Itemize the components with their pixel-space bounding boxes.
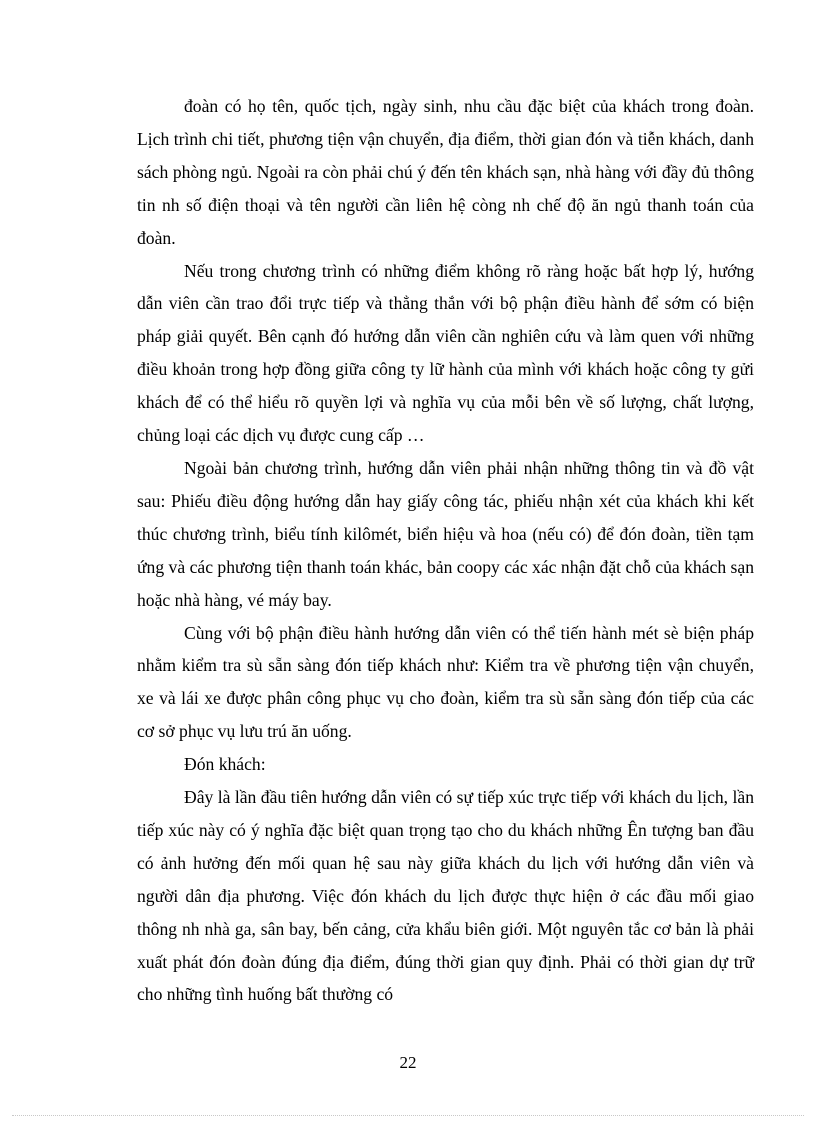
page-bottom-divider [12, 1115, 804, 1116]
paragraph-readiness-check: Cùng với bộ phận điều hành hướng dẫn viên có thể tiến hành mét sè biện pháp nhằm kiểm tra sù sẵn sàng đón tiếp khách như: Kiểm tra về phương tiện vận chuyển, xe và lái xe được phân công phục vụ cho đoàn, kiểm tra sù sẵn sàng đón tiếp của các cơ sở phục vụ lưu trú ăn uống. [137, 622, 754, 742]
paragraph-unclear-points: Nếu trong chương trình có những điểm không rõ ràng hoặc bất hợp lý, hướng dẫn viên cần trao đổi trực tiếp và thẳng thắn với bộ phận điều hành để sớm có biện pháp giải quyết. Bên cạnh đó hướng dẫn viên cần nghiên cứu và làm quen với những điều khoản trong hợp đồng giữa công ty lữ hành của mình với khách hoặc công ty gửi khách để có thể hiểu rõ quyền lợi và nghĩa vụ của mỗi bên về số lượng, chất lượng, chủng loại các dịch vụ được cung cấp … [137, 260, 754, 446]
page-number: 22 [399, 1053, 417, 1072]
body-text [137, 90, 754, 1011]
paragraph-first-contact: Đây là lần đầu tiên hướng dẫn viên có sự tiếp xúc trực tiếp với khách du lịch, lần tiếp xúc này có ý nghĩa đặc biệt quan trọng tạo cho du khách những Ên tượng ban đầu có ảnh hưởng đến mối quan hệ sau này giữa khách du lịch với hướng dẫn viên và người dân địa phương. Việc đón khách du lịch được thực hiện ở các đầu mối giao thông nh nhà ga, sân bay, bến cảng, cửa khẩu biên giới. Một nguyên tắc cơ bản là phải xuất phát đón đoàn đúng địa điểm, đúng thời gian quy định. Phải có thời gian dự trữ cho những tình huống bất thường có [137, 787, 754, 1005]
paragraph-guest-list-details: đoàn có họ tên, quốc tịch, ngày sinh, nhu cầu đặc biệt của khách trong đoàn. Lịch trình chi tiết, phương tiện vận chuyển, địa điểm, thời gian đón và tiễn khách, danh sách phòng ngủ. Ngoài ra còn phải chú ý đến tên khách sạn, nhà hàng với đầy đủ thông tin nh số điện thoại và tên người cần liên hệ còng nh chế độ ăn ngủ thanh toán của đoàn. [137, 96, 754, 248]
section-heading-welcome-guests: Đón khách: [184, 754, 266, 775]
paragraph-documents-to-receive: Ngoài bản chương trình, hướng dẫn viên phải nhận những thông tin và đồ vật sau: Phiếu điều động hướng dẫn hay giấy công tác, phiếu nhận xét của khách khi kết thúc chương trình, biểu tính kilômét, biển hiệu và hoa (nếu có) để đón đoàn, tiền tạm ứng và các phương tiện thanh toán khác, bản coopy các xác nhận đặt chỗ của khách sạn hoặc nhà hàng, vé máy bay. [137, 457, 754, 610]
